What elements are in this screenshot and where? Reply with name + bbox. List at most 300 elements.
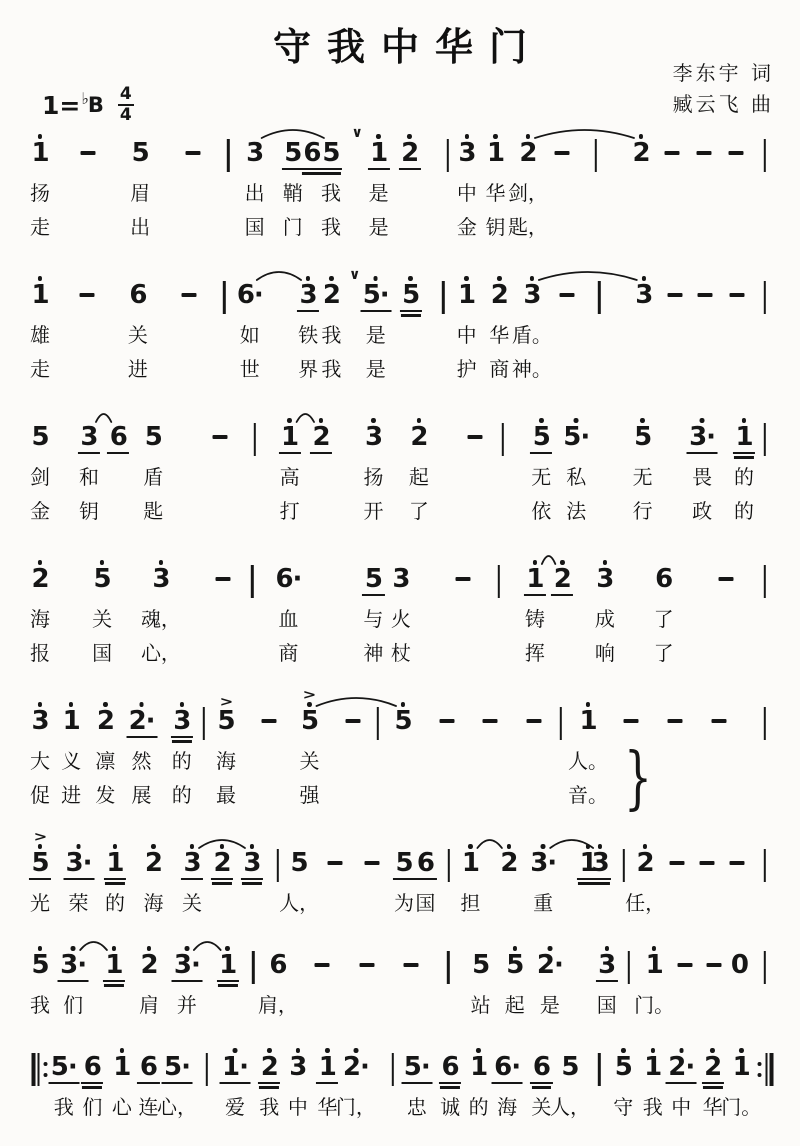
beam-line	[172, 740, 192, 743]
note-digit: 2	[144, 848, 163, 878]
notes-row	[30, 1035, 775, 1091]
note-digit: 6	[129, 280, 147, 310]
dash	[698, 263, 713, 312]
lyric-syllable: 们	[82, 1095, 103, 1119]
note	[138, 933, 160, 982]
lyric-syllable: 人，	[279, 891, 320, 915]
note-digit: 1	[62, 706, 80, 736]
lyric-syllable: 我	[259, 1095, 280, 1119]
dash	[345, 689, 360, 738]
lyric-syllable: 世	[239, 357, 260, 381]
dash	[483, 689, 498, 738]
lyric-syllable: 义	[61, 749, 82, 773]
lyric-syllable: 如	[239, 323, 260, 347]
lyric-syllable: 血	[278, 607, 299, 631]
lyric-syllable: 盾	[143, 465, 164, 489]
note-digit: 1	[486, 138, 505, 168]
note	[29, 831, 51, 880]
lyric-syllable: 挥	[524, 641, 545, 665]
barline	[594, 121, 596, 172]
note-digit: 1	[104, 850, 126, 880]
beam-line	[242, 882, 262, 885]
note-digit: 5	[144, 422, 162, 452]
lyric-syllable: 人，	[549, 1095, 590, 1119]
lyric-syllable: 魂，	[140, 607, 181, 631]
lyric-syllable: 畏	[692, 465, 713, 489]
dash	[359, 933, 374, 982]
note-digit: 3	[297, 282, 319, 312]
note	[687, 405, 718, 454]
note	[633, 263, 655, 312]
lyric-syllable: 诚	[440, 1095, 461, 1119]
dash	[711, 689, 726, 738]
note	[468, 1035, 490, 1084]
note	[137, 1035, 159, 1084]
lyric-syllable: 连	[138, 1095, 159, 1119]
note-digit: 6	[81, 1054, 103, 1084]
note-digit: 2·	[536, 950, 563, 980]
song-title: 守我中华门	[272, 25, 543, 69]
lyric-syllable: 关	[299, 749, 320, 773]
note	[267, 933, 289, 982]
breath-mark: ∨	[351, 125, 363, 141]
note	[244, 121, 266, 170]
note	[559, 1035, 581, 1084]
lyric-syllable: 开	[363, 499, 384, 523]
beam-line	[212, 882, 232, 885]
note-digit: 3	[31, 706, 49, 736]
note-digit: 6	[655, 564, 673, 594]
note-digit: 5	[290, 848, 308, 878]
note-digit: 5	[506, 950, 524, 980]
note	[390, 547, 412, 596]
note-digit: 2	[140, 950, 158, 980]
note-digit: 3	[246, 138, 264, 168]
note	[634, 831, 656, 880]
note	[94, 689, 116, 738]
lyric-syllable: 凛	[95, 749, 116, 773]
note	[29, 689, 51, 738]
note-digit: 3	[78, 424, 100, 454]
note-digit: 6	[530, 1054, 552, 1084]
note-digit: 5	[31, 950, 49, 980]
note	[60, 689, 82, 738]
lyric-syllable: 是	[368, 215, 389, 239]
lyric-syllable: 们	[63, 993, 84, 1017]
lyric-syllable: 界	[298, 357, 319, 381]
lyric-syllable: 进	[127, 357, 148, 381]
slur	[539, 272, 637, 280]
note-digit: 6	[414, 850, 436, 880]
note-digit: 2·	[666, 1054, 697, 1084]
lyric-syllable: 为	[393, 891, 414, 915]
lyric-syllable: 任，	[625, 891, 666, 915]
lyric-syllable: 报	[30, 641, 50, 665]
note	[142, 405, 164, 454]
lyric-syllable: 行	[632, 499, 653, 523]
note-digit: 1	[470, 1052, 488, 1082]
note-digit: 6·	[275, 564, 302, 594]
note	[632, 405, 654, 454]
note	[393, 831, 415, 880]
lyric-syllable: 关	[127, 323, 148, 347]
lyric-syllable: 金	[456, 215, 477, 239]
systems	[30, 121, 775, 1137]
breath-mark: ∨	[349, 267, 361, 283]
note	[29, 405, 51, 454]
note	[320, 121, 342, 175]
note-digit: 6	[107, 424, 129, 454]
note-digit: 3·	[530, 848, 557, 878]
note-digit: 3	[152, 564, 170, 594]
beam-line	[734, 456, 754, 459]
lyric-syllable: 高	[279, 465, 300, 489]
lyric-line	[30, 603, 775, 637]
dash	[79, 263, 94, 312]
dash	[185, 121, 200, 170]
note	[498, 831, 520, 880]
barline	[598, 263, 600, 314]
note-digit: 6·	[492, 1054, 523, 1084]
note-digit: 3	[458, 138, 476, 168]
barline	[502, 405, 504, 456]
note	[104, 831, 126, 885]
lyric-syllable: 起	[504, 993, 525, 1017]
lyric-syllable: 我	[321, 357, 342, 381]
lyric-syllable: 了	[653, 607, 674, 631]
lyric-line	[30, 211, 775, 245]
lyric-syllable: 剑，	[507, 181, 548, 205]
dash	[729, 121, 744, 170]
note-digit: 1	[461, 848, 479, 878]
lyric-syllable: 进	[61, 783, 82, 807]
note-digit: 5·	[563, 422, 590, 452]
slur	[535, 130, 634, 138]
note	[234, 263, 265, 312]
dash	[440, 689, 455, 738]
note	[630, 121, 652, 170]
lyric-syllable: 海	[30, 607, 50, 631]
lyric-syllable: 与	[363, 607, 384, 631]
dash	[555, 121, 570, 170]
lyric-syllable: 国	[596, 993, 617, 1017]
note-digit: 2	[322, 280, 340, 310]
notes-row	[30, 121, 775, 177]
note	[297, 263, 319, 312]
lyric-syllable: 火	[390, 607, 411, 631]
note-digit: 1	[732, 1052, 750, 1082]
lyric-syllable: 的	[171, 783, 192, 807]
lyric-syllable: 并	[176, 993, 197, 1017]
lyric-syllable: 光	[30, 891, 50, 915]
note-digit: 2	[490, 280, 508, 310]
note	[63, 831, 94, 880]
lyric-syllable: 铸	[524, 607, 545, 631]
lyric-syllable: 华	[702, 1095, 723, 1119]
note-digit: 2	[702, 1054, 724, 1084]
barline	[227, 121, 229, 172]
note-digit: 5	[561, 1052, 579, 1082]
beam-line	[531, 1086, 551, 1089]
note	[392, 689, 414, 738]
notes-row	[30, 831, 775, 887]
dash	[262, 689, 277, 738]
lyric-syllable: 忠	[406, 1095, 427, 1119]
barline	[764, 263, 766, 314]
dash	[667, 689, 682, 738]
note-digit: 3	[241, 850, 263, 880]
note-digit: 5	[472, 950, 490, 980]
dash	[730, 263, 745, 312]
lyric-syllable: 关	[531, 1095, 552, 1119]
note	[215, 689, 237, 738]
dash	[670, 831, 685, 880]
dash	[216, 547, 231, 596]
lyric-syllable: 国	[244, 215, 265, 239]
music-system	[30, 831, 775, 921]
key-tonic: B	[87, 93, 104, 117]
note	[530, 405, 552, 454]
barline	[764, 933, 766, 984]
lyric-syllable: 音。	[568, 783, 609, 807]
note	[517, 121, 539, 170]
note	[702, 1035, 724, 1089]
note-digit: 5	[282, 140, 304, 170]
lyric-syllable: 的	[468, 1095, 489, 1119]
note-digit: 6	[301, 140, 323, 170]
note-digit: 1	[524, 566, 546, 596]
lyric-syllable: 我	[30, 993, 50, 1017]
lyric-syllable: 中	[287, 1095, 308, 1119]
note-digit: 6	[269, 950, 287, 980]
lyricist-credit: 李东宇 词	[672, 61, 774, 85]
note-digit: 5	[393, 850, 415, 880]
lyric-syllable: 打	[279, 499, 300, 523]
lyric-syllable: 眉	[130, 181, 151, 205]
lyric-syllable: 扬	[363, 465, 384, 489]
lyric-syllable: 匙	[143, 499, 164, 523]
note	[217, 933, 239, 987]
note	[484, 121, 506, 170]
accent-mark: >	[219, 695, 233, 710]
note	[643, 933, 665, 982]
lyric-syllable: 雄	[30, 323, 50, 347]
note-digit: 5	[131, 138, 149, 168]
lyric-syllable: 扬	[30, 181, 50, 205]
note	[241, 831, 263, 885]
note	[29, 263, 51, 312]
note	[594, 547, 616, 596]
dash	[696, 121, 711, 170]
note-digit: 3	[596, 564, 614, 594]
barline	[276, 831, 278, 882]
lyric-syllable: 站	[470, 993, 491, 1017]
note-digit: 5	[93, 564, 111, 594]
note-digit: 6	[439, 1054, 461, 1084]
note	[642, 1035, 664, 1084]
barline	[223, 263, 225, 314]
lyric-syllable: 金	[30, 499, 50, 523]
note	[91, 547, 113, 596]
lyric-syllable: 杖	[390, 641, 411, 665]
lyric-syllable: 神	[363, 641, 384, 665]
note-digit: 5·	[48, 1054, 79, 1084]
dash	[455, 547, 470, 596]
key-prefix: 1=	[42, 90, 81, 120]
lyric-syllable: 钥	[485, 215, 506, 239]
beam-line	[302, 172, 322, 175]
lyric-syllable: 是	[365, 323, 386, 347]
note-digit: 2	[258, 1054, 280, 1084]
beam-line	[703, 1086, 723, 1089]
barline	[205, 1035, 207, 1086]
lyric-syllable: 华	[485, 181, 506, 205]
barline	[253, 405, 255, 456]
dash	[403, 933, 418, 982]
lyric-syllable: 匙，	[507, 215, 548, 239]
note-digit: 3	[523, 280, 541, 310]
music-system	[30, 263, 775, 387]
accent-mark: >	[33, 829, 47, 845]
note-digit: 5	[634, 422, 652, 452]
note	[589, 831, 611, 885]
note-digit: 3	[364, 422, 383, 452]
note	[730, 1035, 752, 1084]
dash	[467, 405, 482, 454]
lyric-syllable: 人。	[568, 749, 609, 773]
lyric-syllable: 的	[734, 499, 755, 523]
lyric-syllable: 关	[92, 607, 113, 631]
dash	[665, 121, 680, 170]
note-digit: 2	[399, 140, 421, 170]
beam-line	[440, 1086, 460, 1089]
dash	[559, 263, 574, 312]
lyric-syllable: 发	[95, 783, 116, 807]
lyric-syllable: 中	[456, 181, 477, 205]
lyric-syllable: 心，	[157, 1095, 197, 1119]
dash	[80, 121, 95, 170]
lyric-syllable: 强	[299, 783, 320, 807]
note-digit: 1	[733, 424, 755, 454]
note-digit: 5·	[162, 1054, 193, 1084]
note	[273, 547, 304, 596]
note	[534, 933, 565, 982]
note-digit: 5	[300, 706, 319, 736]
lyric-line	[30, 989, 775, 1023]
barline	[448, 831, 450, 882]
note	[171, 933, 202, 982]
music-system	[30, 1035, 775, 1125]
lyric-syllable: 心，	[140, 641, 181, 665]
note-digit: 2	[632, 138, 650, 168]
note	[362, 405, 384, 454]
note-digit: 5	[217, 706, 235, 736]
note	[320, 263, 342, 312]
lyric-syllable: 鞘	[282, 181, 303, 205]
note	[29, 121, 51, 170]
lyric-syllable: 然	[131, 749, 152, 773]
dash	[212, 405, 227, 454]
lyric-syllable: 依	[531, 499, 552, 523]
note	[612, 1035, 634, 1084]
note	[78, 405, 100, 454]
lyric-syllable: 门。	[634, 993, 675, 1017]
note-digit: 1	[458, 280, 476, 310]
note	[29, 933, 51, 982]
flat-sign: ♭	[81, 88, 89, 108]
note-digit: 1	[316, 1054, 338, 1084]
repeat-end-barline	[757, 1035, 774, 1086]
barline	[560, 689, 562, 740]
note	[551, 547, 573, 596]
note-digit: 1	[645, 950, 663, 980]
beam-line	[105, 882, 125, 885]
lyric-syllable: 华	[317, 1095, 338, 1119]
barline	[764, 831, 766, 882]
barline	[442, 263, 444, 314]
note-digit: 3	[635, 280, 653, 310]
note-digit: 5·	[401, 1054, 432, 1084]
note	[81, 1035, 103, 1089]
music-system	[30, 933, 775, 1023]
note-digit: 6·	[236, 280, 263, 310]
barline	[498, 547, 500, 598]
lyric-syllable: 无	[632, 465, 653, 489]
note-digit: 5	[614, 1052, 632, 1082]
lyric-syllable: 守	[613, 1095, 634, 1119]
lyric-syllable: 了	[408, 499, 429, 523]
note	[528, 831, 559, 880]
note-digit: 5	[29, 850, 51, 880]
lyric-syllable: 私	[566, 465, 587, 489]
lyric-line	[30, 461, 775, 495]
lyric-line	[30, 177, 775, 211]
note-digit: 2·	[342, 1052, 369, 1082]
lyric-syllable: 成	[594, 607, 615, 631]
note-digit: 1	[368, 140, 390, 170]
lyric-syllable: 无	[531, 465, 552, 489]
note	[279, 405, 301, 454]
note	[596, 933, 618, 982]
dash	[364, 831, 379, 880]
note	[48, 1035, 79, 1084]
note-digit: 1	[279, 424, 301, 454]
dash	[667, 263, 682, 312]
barline	[377, 689, 379, 740]
dash	[718, 547, 733, 596]
note	[287, 1035, 309, 1084]
note-digit: 2	[96, 706, 114, 736]
lyric-syllable: 中	[671, 1095, 692, 1119]
barline	[764, 405, 766, 456]
lyric-syllable: 重	[533, 891, 554, 915]
lyric-syllable: 关	[182, 891, 203, 915]
note-digit: 1·	[220, 1054, 251, 1084]
note	[439, 1035, 461, 1089]
lyric-brace: }	[624, 738, 653, 818]
lyric-syllable: 海	[143, 891, 164, 915]
note	[666, 1035, 697, 1084]
note	[111, 1035, 133, 1084]
note	[577, 689, 599, 738]
lyric-line	[30, 887, 775, 921]
note-digit: 5	[362, 566, 384, 596]
lyric-syllable: 国	[415, 891, 436, 915]
note	[171, 689, 193, 743]
lyric-syllable: 我	[53, 1095, 74, 1119]
note	[126, 689, 157, 738]
note-digit: 2	[310, 424, 332, 454]
